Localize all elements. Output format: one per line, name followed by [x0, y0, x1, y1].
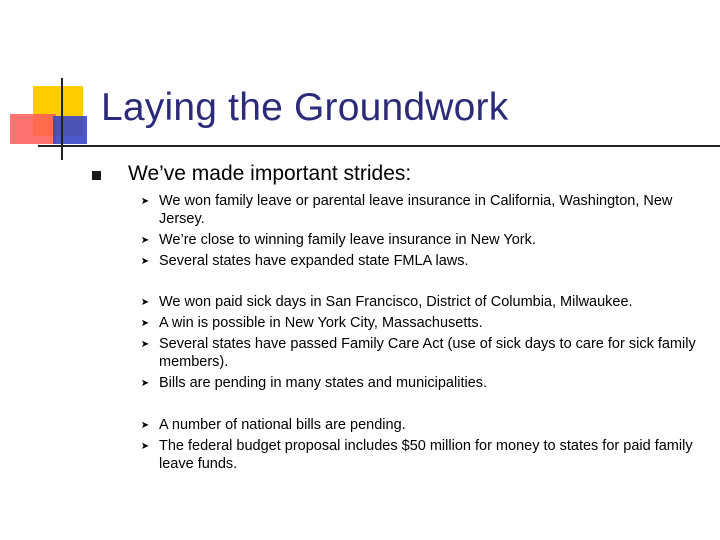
- arrowhead-bullet-icon: ➤: [140, 339, 150, 350]
- arrowhead-bullet-icon: ➤: [140, 378, 150, 389]
- list-item-text: The federal budget proposal includes $50 million for money to states for paid family leave funds.: [159, 438, 693, 472]
- list-item: [139, 293, 709, 311]
- list-item-text: Bills are pending in many states and municipalities.: [159, 375, 488, 391]
- list-item-text: Several states have passed Family Care Act (use of sick days to care for sick family members).: [159, 336, 696, 370]
- arrowhead-bullet-icon: ➤: [140, 256, 150, 267]
- arrowhead-bullet-icon: ➤: [140, 318, 150, 329]
- list-item: [139, 252, 709, 270]
- list-item: [139, 314, 709, 332]
- logo-blue-square: [53, 116, 87, 144]
- main-bullet-text: We’ve made important strides:: [128, 162, 412, 185]
- list-item: [139, 335, 709, 371]
- list-item-text: We won paid sick days in San Francisco, District of Columbia, Milwaukee.: [159, 294, 633, 310]
- list-item: [139, 231, 709, 249]
- arrowhead-bullet-icon: ➤: [140, 196, 150, 207]
- slide-title: Laying the Groundwork: [101, 86, 509, 129]
- title-underline: [38, 145, 720, 147]
- list-item: [139, 192, 709, 228]
- list-item-text: Several states have expanded state FMLA laws.: [159, 253, 469, 269]
- list-item-text: A win is possible in New York City, Massachusetts.: [159, 315, 483, 331]
- list-item-text: We won family leave or parental leave insurance in California, Washington, New Jersey.: [159, 193, 673, 227]
- arrowhead-bullet-icon: ➤: [140, 297, 150, 308]
- arrowhead-bullet-icon: ➤: [140, 441, 150, 452]
- bullet-group-1: [139, 192, 709, 270]
- logo-red-square: [10, 114, 56, 144]
- logo-vertical-line: [61, 78, 63, 160]
- list-item: [139, 374, 709, 392]
- square-bullet-icon: [92, 171, 101, 180]
- arrowhead-bullet-icon: ➤: [140, 420, 150, 431]
- bullet-group-2: [139, 293, 709, 392]
- list-item: [139, 437, 709, 473]
- bullet-group-3: [139, 416, 709, 473]
- list-item: [139, 416, 709, 434]
- list-item-text: A number of national bills are pending.: [159, 417, 406, 433]
- arrowhead-bullet-icon: ➤: [140, 235, 150, 246]
- list-item-text: We’re close to winning family leave insurance in New York.: [159, 232, 536, 248]
